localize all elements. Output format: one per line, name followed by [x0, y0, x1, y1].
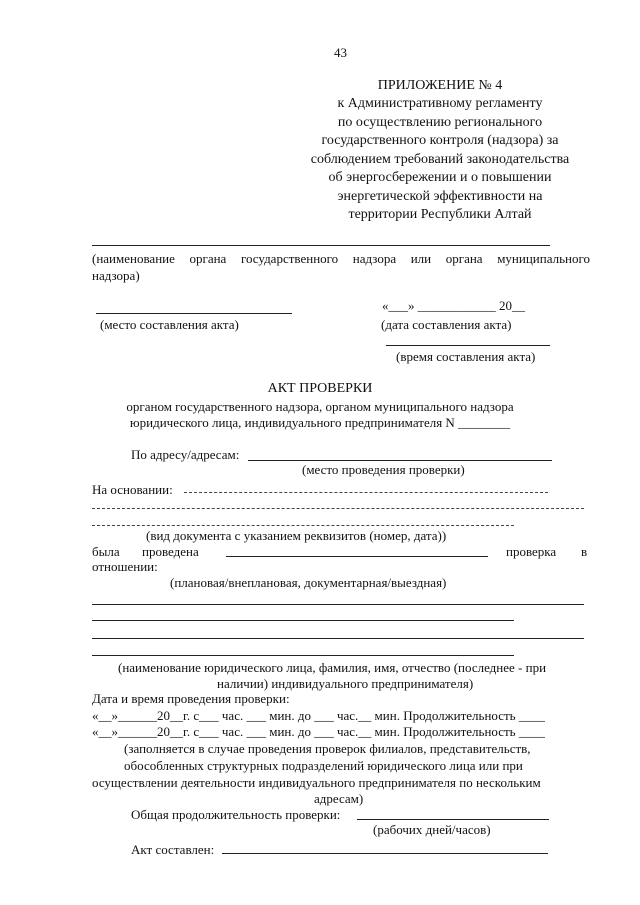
entity-line-1[interactable]: [92, 604, 584, 605]
conducted-word-1: была: [92, 544, 120, 559]
datetime-row-2[interactable]: «__»______20__г. с___ час. ___ мин. до ___ час.__ мин. Продолжительность ____: [92, 724, 545, 739]
datetime-row-1[interactable]: «__»______20__г. с___ час. ___ мин. до ___ час.__ мин. Продолжительность ____: [92, 708, 545, 723]
authority-caption-word: органа: [445, 251, 483, 266]
datetime-note-2: обособленных структурных подразделений юридического лица или при: [124, 758, 523, 773]
entity-caption-2: наличии) индивидуального предпринимателя): [217, 676, 474, 691]
appendix-line: об энергосбережении и о повышении: [328, 170, 552, 185]
time-line[interactable]: [386, 345, 550, 346]
conducted-line[interactable]: [226, 556, 488, 557]
conducted-word-3: проверка: [506, 544, 557, 559]
conducted-word-2: проведена: [142, 544, 199, 559]
basis-label: На основании:: [92, 482, 173, 497]
entity-line-4[interactable]: [92, 655, 514, 656]
datetime-note-4: адресам): [314, 791, 364, 806]
appendix-line: государственного контроля (надзора) за: [321, 133, 559, 148]
conducted-caption: (плановая/внеплановая, документарная/выездная): [170, 575, 447, 590]
authority-caption-word: государственного: [240, 251, 339, 266]
act-subtitle-2: юридического лица, индивидуального предпринимателя N ________: [129, 415, 511, 430]
authority-caption: [92, 250, 590, 267]
entity-line-3[interactable]: [92, 638, 584, 639]
time-caption: (время составления акта): [396, 349, 536, 364]
entity-caption-1: (наименование юридического лица, фамилия, имя, отчество (последнее - при: [118, 660, 547, 675]
datetime-note-3: осуществлении деятельности индивидуального предпринимателя по нескольким: [92, 775, 541, 790]
appendix-line: территории Республики Алтай: [348, 207, 532, 222]
duration-line[interactable]: [357, 819, 549, 820]
datetime-label: Дата и время проведения проверки:: [92, 691, 290, 706]
place-line[interactable]: [96, 313, 292, 314]
basis-caption: (вид документа с указанием реквизитов (номер, дата)): [146, 528, 447, 543]
appendix-line: соблюдением требований законодательства: [310, 151, 570, 167]
appendix-line: энергетической эффективности на: [337, 188, 543, 204]
duration-caption: (рабочих дней/часов): [373, 822, 491, 837]
authority-caption-line2: надзора): [92, 268, 140, 283]
appendix-line: по осуществлению регионального: [337, 114, 543, 130]
basis-line-3[interactable]: [92, 525, 514, 526]
place-caption: (место составления акта): [100, 317, 239, 332]
authority-caption-word: надзора: [352, 251, 397, 266]
duration-label: Общая продолжительность проверки:: [131, 807, 341, 822]
basis-line-1[interactable]: [184, 492, 548, 493]
authority-caption-word: или: [410, 251, 432, 266]
date-fill: «___» ____________ 20__: [382, 298, 525, 313]
act-subtitle-1: органом государственного надзора, органом муниципального надзора: [126, 399, 514, 414]
entity-line-2[interactable]: [92, 620, 514, 621]
compiled-label: Акт составлен:: [131, 842, 215, 857]
appendix-description: [290, 95, 590, 225]
conducted-line-2: отношении:: [92, 559, 158, 574]
date-caption: (дата составления акта): [381, 317, 512, 332]
authority-name-line[interactable]: [92, 245, 550, 246]
address-caption: (место проведения проверки): [302, 462, 465, 477]
datetime-note-1: (заполняется в случае проведения проверок филиалов, представительств,: [124, 741, 531, 756]
authority-caption-word: органа: [189, 251, 227, 266]
basis-line-2[interactable]: [92, 508, 584, 509]
page-number: 43: [334, 45, 347, 60]
conducted-word-4: в: [581, 544, 588, 559]
appendix-title: ПРИЛОЖЕНИЕ № 4: [377, 78, 503, 93]
address-label: По адресу/адресам:: [131, 447, 240, 462]
authority-caption-word: муниципального: [497, 251, 590, 266]
act-title: АКТ ПРОВЕРКИ: [267, 381, 373, 396]
appendix-line: к Административному регламенту: [337, 96, 543, 111]
compiled-line[interactable]: [222, 853, 548, 854]
authority-caption-word: (наименование: [92, 251, 175, 266]
